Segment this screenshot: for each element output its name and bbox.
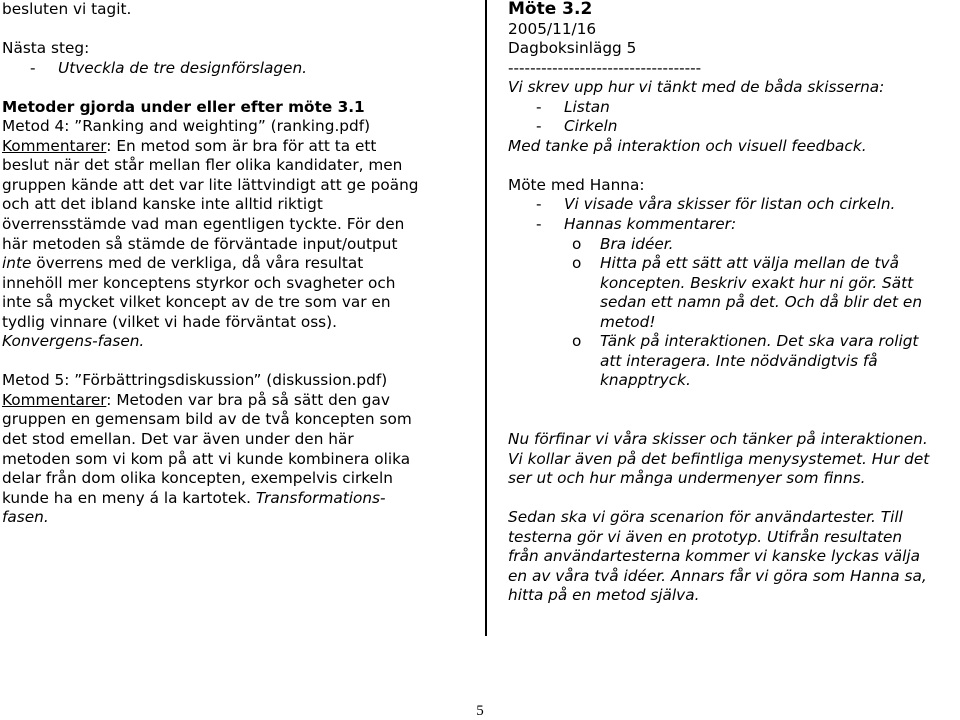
text-line: metoden som vi kom på att vi kunde kombinera olika [2,449,411,468]
list-item: - Vi visade våra skisser för listan och cirkeln. [536,195,896,214]
text-line: inte så mycket vilket koncept av de tre som var en [2,293,391,312]
text-line: innehöll mer konceptens styrkor och svagheter och [2,273,396,292]
text-line: här metoden så stämde de förväntade input/output [2,234,398,253]
phase-label: Transformations- [255,488,386,507]
dash-marker: - [30,58,36,77]
hanna-heading: Möte med Hanna: [508,175,645,194]
method-4-comment-line: Kommentarer: En metod som är bra för att ta ett [2,136,377,155]
next-step-item [30,59,472,79]
text-line: och att det ibland kanske inte alltid riktigt [2,195,323,214]
text-line: Vi skrev upp hur vi tänkt med de båda skisserna: [508,78,885,97]
text-line: gruppen en gemensam bild av de två koncepten som [2,410,412,429]
text-line: gruppen kände att det var lite lättvindigt att ge poäng [2,175,419,194]
text-line: besluten vi tagit. [2,0,132,18]
method-5-comment-line: Kommentarer: Metoden var bra på så sätt den gav [2,390,390,409]
paragraph: Sedan ska vi göra scenarion för användartester. Till testerna gör vi även en prototyp. Utifrån resultaten från användartesterna kommer vi kanske lyckas välja en av våra två idéer. Annars får vi göra som Hanna sa, hitta på en metod själva. [508,508,927,605]
section-heading: Metoder gjorda under eller efter möte 3.1 [2,97,365,116]
next-step-text: Utveckla de tre designförslagen. [58,58,308,77]
text-line: beslut när det står mellan fler olika kandidater, men [2,156,403,175]
left-column [2,0,472,528]
method-5-title: Metod 5: ”Förbättringsdiskussion” (diskussion.pdf) [2,371,388,390]
date: 2005/11/16 [508,19,597,38]
text-line: tydlig vinnare (vilket vi hade förväntat oss). [2,312,337,331]
comment-item: o Hitta på ett sätt att välja mellan de två koncepten. Beskriv exakt hur ni gör. Sätt sedan ett namn på det. Och då blir det en metod! [572,254,923,331]
column-divider [485,0,487,636]
phase-label: fasen. [2,508,49,527]
text-line: inte överrens med de verkliga, då våra resultat [2,254,364,273]
text-line: delar från dom olika koncepten, exempelvis cirkeln [2,469,393,488]
page-number: 5 [476,703,484,719]
separator-rule: ----------------------------------- [508,58,702,77]
paragraph: Nu förfinar vi våra skisser och tänker på interaktionen. Vi kollar även på det befintliga menysystemet. Hur det ser ut och hur många undermenyer som finns. [508,430,930,488]
comment-item: o Tänk på interaktionen. Det ska vara roligt att interagera. Inte nödvändigtvis få knapptryck. [572,332,919,390]
meeting-heading: Möte 3.2 [508,0,593,19]
method-4-title: Metod 4: ”Ranking and weighting” (ranking.pdf) [2,117,371,136]
text-line: överrensstämde vad man egentligen tyckte. För den [2,215,405,234]
text-line: det stod emellan. Det var även under den här [2,430,354,449]
comment-label: Kommentarer [2,136,107,155]
text-line: Med tanke på interaktion och visuell feedback. [508,136,867,155]
comment-item: o Bra idéer. [572,234,674,253]
list-item: - Hannas kommentarer: [536,215,737,234]
bullet-marker: o [572,332,582,351]
phase-label: Konvergens-fasen. [2,332,145,351]
bullet-marker: o [572,254,582,273]
bullet-marker: o [572,234,582,253]
next-steps-label: Nästa steg: [2,39,90,58]
list-item: - Cirkeln [536,117,618,136]
text-line: kunde ha en meny á la kartotek. Transformations- [2,488,386,507]
right-column [508,0,958,606]
list-item: - Listan [536,97,610,116]
log-title: Dagboksinlägg 5 [508,39,637,58]
comment-label: Kommentarer [2,390,107,409]
